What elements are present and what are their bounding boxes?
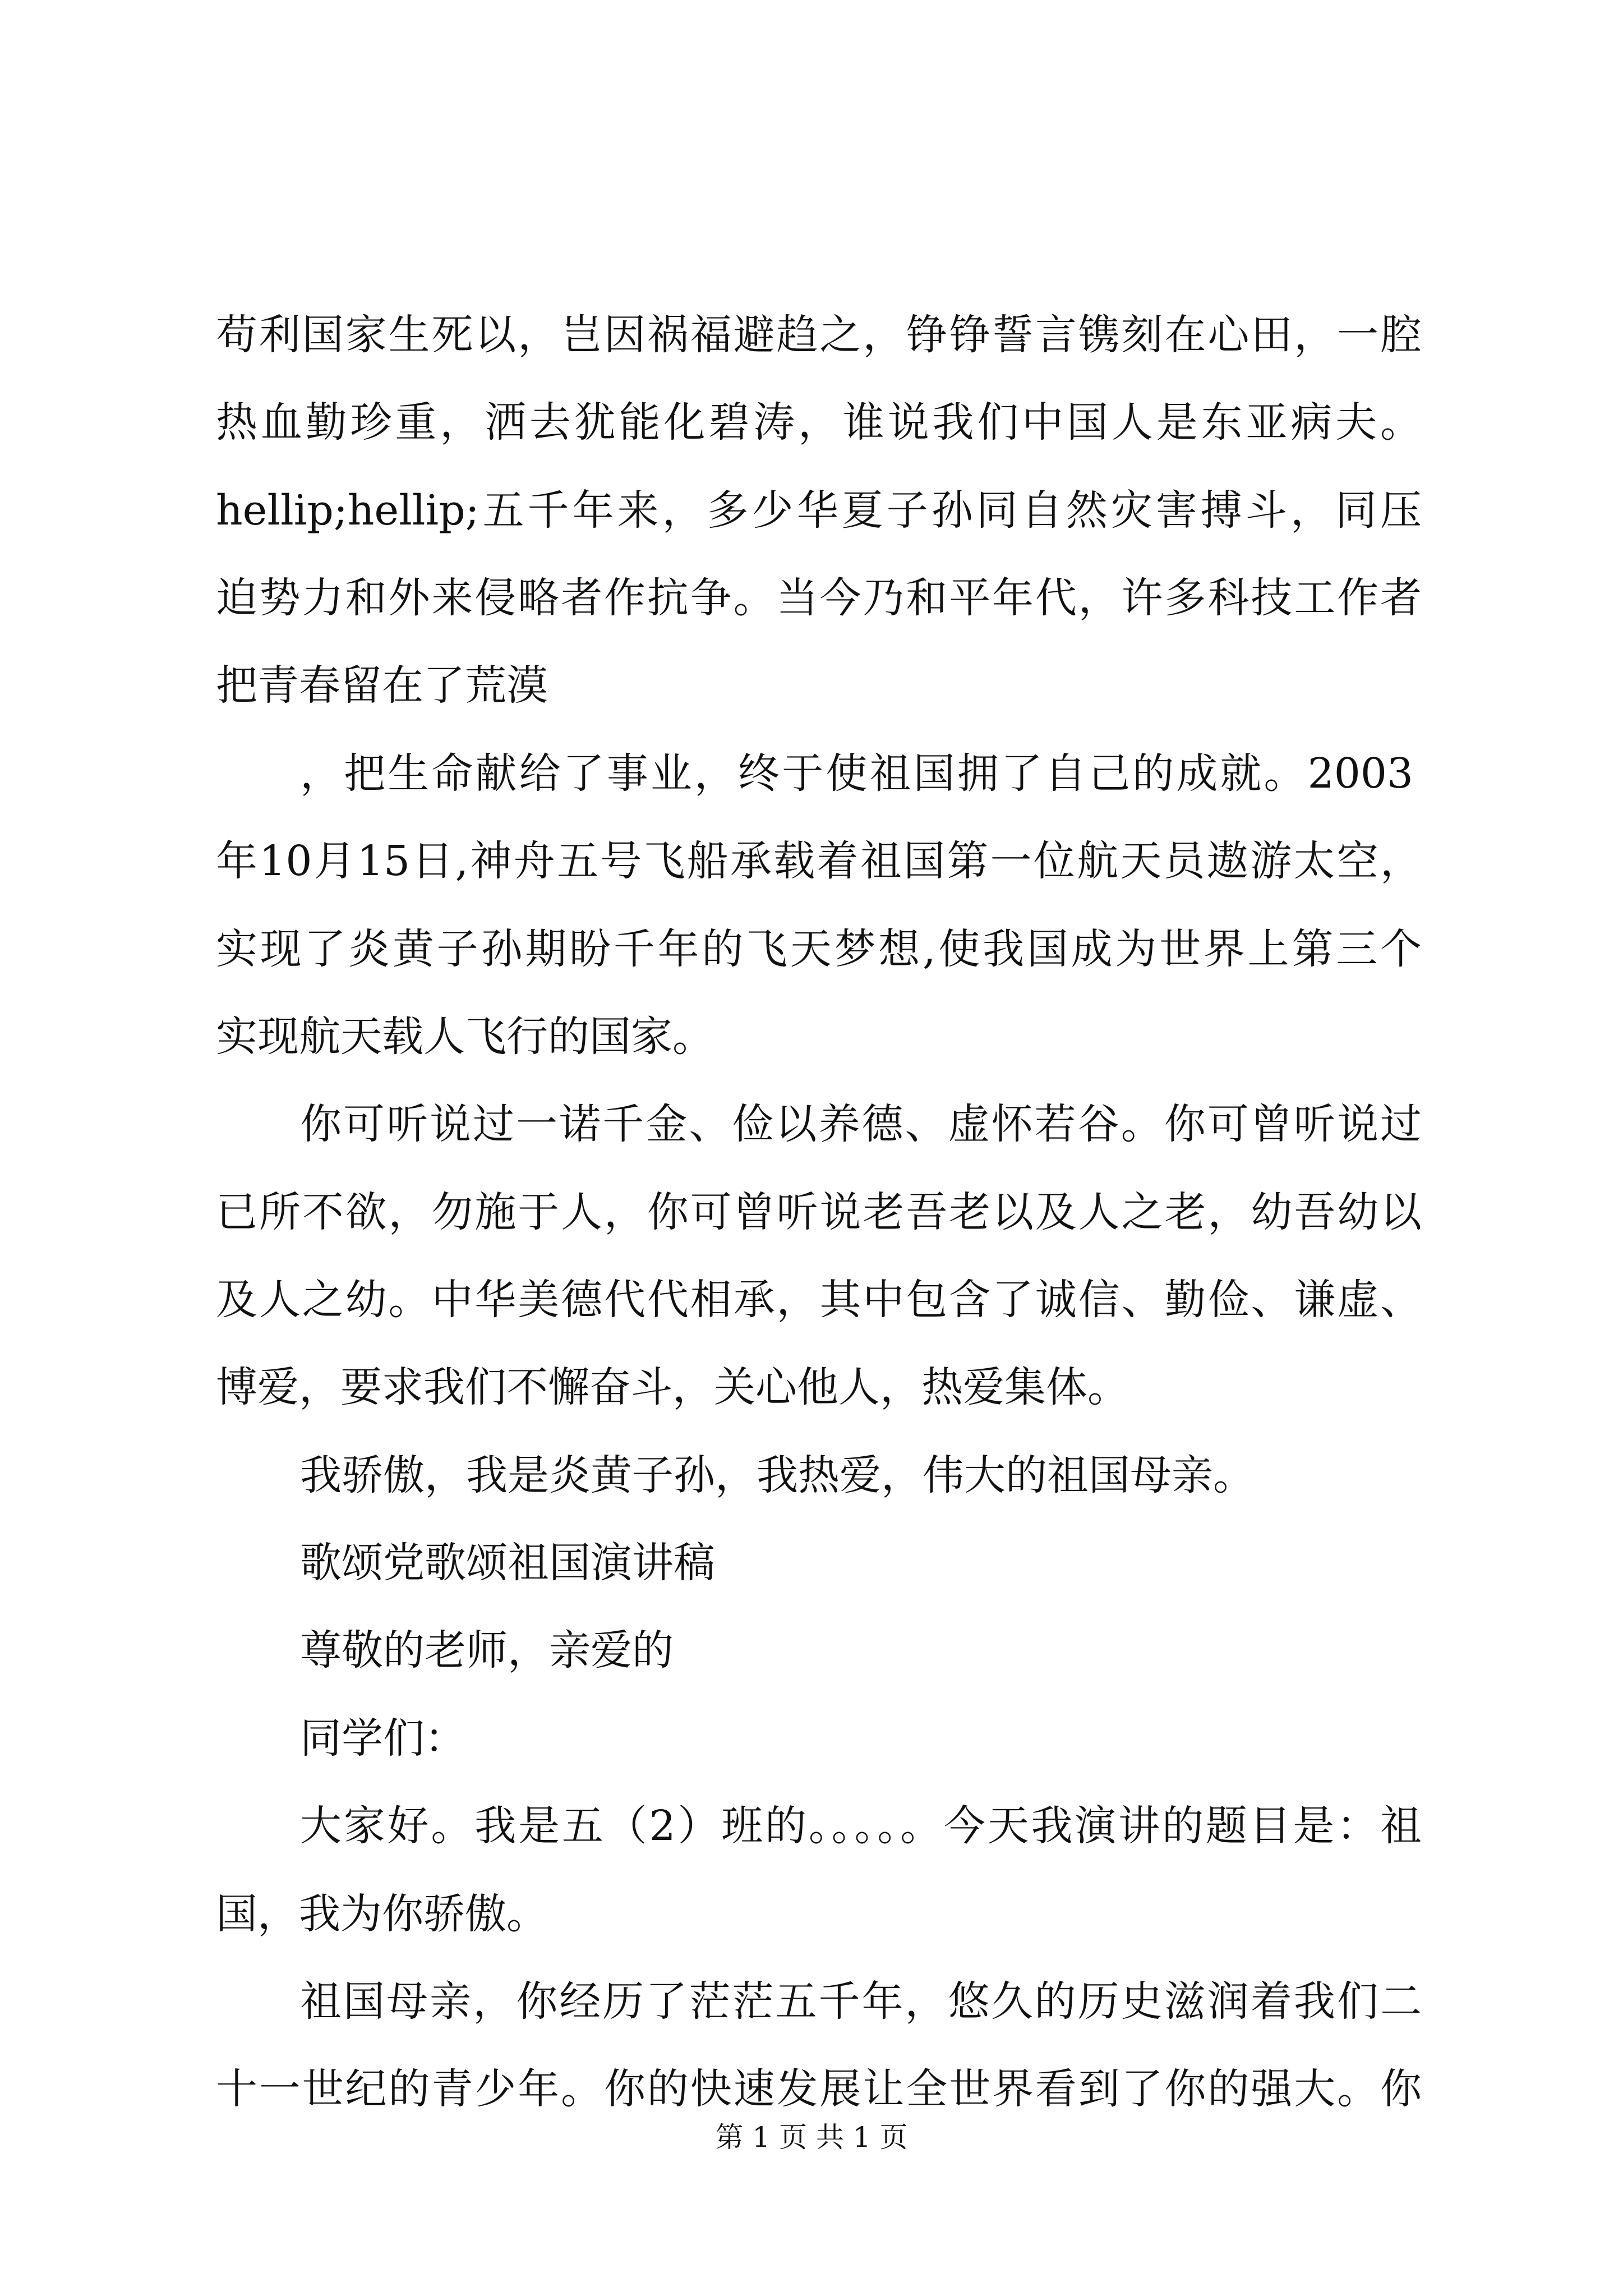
- text-line: 迫势力和外来侵略者作抗争。当今乃和平年代，许多科技工作者: [216, 574, 1422, 622]
- text-line: 尊敬的老师，亲爱的: [300, 1626, 674, 1674]
- text-line: 年10月15日,神舟五号飞船承载着祖国第一位航天员遨游太空，: [216, 837, 1422, 885]
- text-line: 博爱，要求我们不懈奋斗，关心他人，热爱集体。: [216, 1363, 1129, 1411]
- text-line: 大家好。我是五（2）班的。。。。。今天我演讲的题目是：祖: [300, 1802, 1422, 1850]
- text-line: 苟利国家生死以，岂因祸福避趋之，铮铮誓言镌刻在心田，一腔: [216, 311, 1422, 359]
- text-line: 实现了炎黄子孙期盼千年的飞天梦想,使我国成为世界上第三个: [216, 925, 1422, 973]
- text-line: 及人之幼。中华美德代代相承，其中包含了诚信、勤俭、谦虚、: [216, 1276, 1422, 1324]
- text-line: ，把生命献给了事业，终于使祖国拥了自己的成就。2003: [300, 749, 1413, 798]
- text-line: 十一世纪的青少年。你的快速发展让全世界看到了你的强大。你: [216, 2065, 1422, 2113]
- text-line: 实现航天载人飞行的国家。: [216, 1013, 714, 1061]
- text-line: 已所不欲，勿施于人，你可曾听说老吾老以及人之老，幼吾幼以: [216, 1188, 1422, 1236]
- text-line: hellip;hellip;五千年来，多少华夏子孙同自然灾害搏斗，同压: [216, 486, 1422, 535]
- page-number-footer: 第 1 页 共 1 页: [715, 2121, 908, 2154]
- text-line: 同学们：: [300, 1714, 466, 1763]
- text-line: 国，我为你骄傲。: [216, 1890, 548, 1938]
- text-line: 热血勤珍重，洒去犹能化碧涛，谁说我们中国人是东亚病夫。: [216, 398, 1422, 447]
- text-line: 我骄傲，我是炎黄子孙，我热爱，伟大的祖国母亲。: [300, 1451, 1255, 1499]
- text-line: 祖国母亲，你经历了茫茫五千年，悠久的历史滋润着我们二: [300, 1977, 1422, 2026]
- text-line: 歌颂党歌颂祖国演讲稿: [300, 1539, 715, 1587]
- text-line: 你可听说过一诺千金、俭以养德、虚怀若谷。你可曾听说过: [300, 1100, 1422, 1148]
- text-line: 把青春留在了荒漠: [216, 661, 548, 710]
